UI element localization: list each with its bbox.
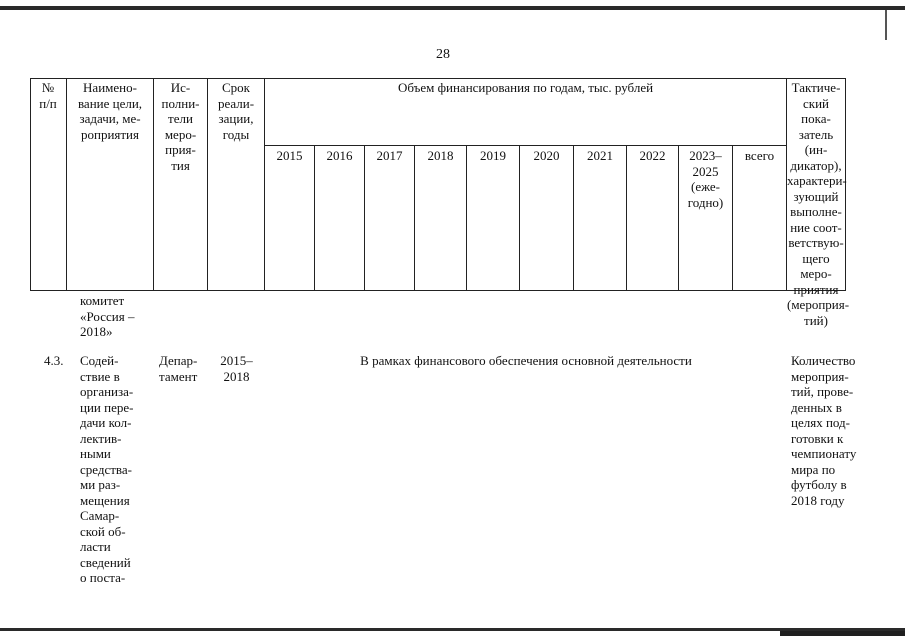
page-number: 28 [436,47,450,62]
header-year: 2016 [315,146,365,291]
row-number: 4.3. [44,353,64,368]
top-rule [0,6,905,10]
header-year: 2022 [627,146,679,291]
header-funding: Объем финансирования по годам, тыс. рублей [265,78,787,146]
header-year: 2023– 2025 (еже- годно) [679,146,733,291]
header-year: 2019 [467,146,520,291]
header-year: 2020 [520,146,574,291]
row-indicator: Количество мероприя- тий, прове- денных в целях под- готовки к чемпионату мира по футболу в 2018 году [791,353,857,508]
header-name: Наимено- вание цели, задачи, ме- роприятия [67,78,154,291]
bottom-rule [0,628,905,631]
header-number: № п/п [30,78,67,291]
header-total: всего [733,146,787,291]
row-executor: Депар- тамент [159,353,198,384]
row-funding: В рамках финансового обеспечения основной деятельности [360,353,692,368]
right-edge-mark [885,10,887,40]
header-year: 2021 [574,146,627,291]
header-year: 2018 [415,146,467,291]
continuation-text: комитет «Россия – 2018» [80,293,135,339]
row-name: Содей- ствие в организа- ции пере- дачи кол- лектив- ными средства- ми раз- мещения Самар- ской об- ласти сведений о поста- [80,353,134,585]
header-executors: Ис- полни- тели меро- прия- тия [154,78,208,291]
bottom-edge-mark [780,631,905,636]
header-year: 2015 [265,146,315,291]
header-year: 2017 [365,146,415,291]
row-period: 2015– 2018 [220,353,253,384]
header-period: Срок реали- зации, годы [208,78,265,291]
header-indicator: Тактиче- ский пока- затель (ин- дикатор), характери- зующий выполне- ние соот- ветствую- щего меро- приятия (мероприя- тий) [787,80,850,328]
